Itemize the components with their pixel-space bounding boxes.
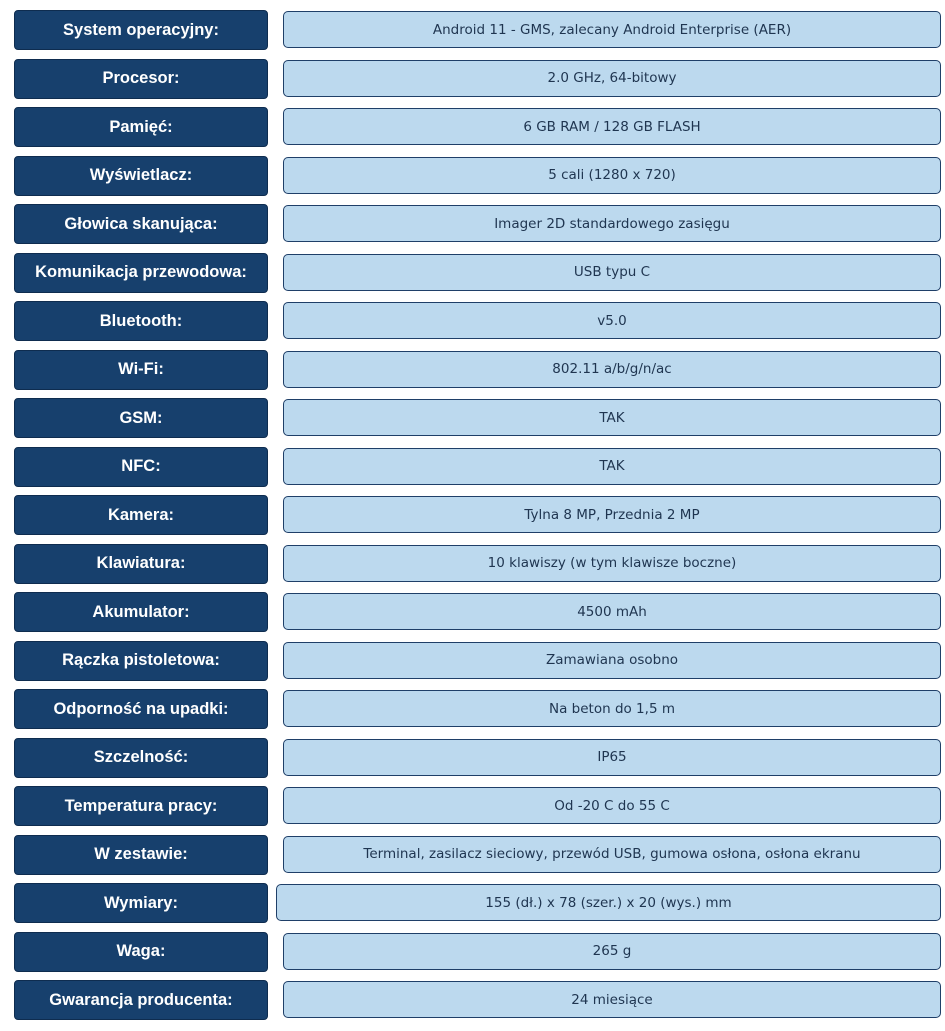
- spec-label: Głowica skanująca:: [14, 204, 268, 244]
- spec-value: Zamawiana osobno: [283, 642, 941, 679]
- spec-row-memory: [0, 107, 945, 147]
- spec-value: 155 (dł.) x 78 (szer.) x 20 (wys.) mm: [276, 884, 941, 921]
- spec-row-temperature: [0, 786, 945, 826]
- spec-value: Od -20 C do 55 C: [283, 787, 941, 824]
- spec-row-drop-resistance: [0, 689, 945, 729]
- spec-label: Komunikacja przewodowa:: [14, 253, 268, 293]
- spec-row-scanner: [0, 204, 945, 244]
- spec-value: 10 klawiszy (w tym klawisze boczne): [283, 545, 941, 582]
- spec-value: Tylna 8 MP, Przednia 2 MP: [283, 496, 941, 533]
- spec-value: 4500 mAh: [283, 593, 941, 630]
- spec-row-pistol-grip: [0, 641, 945, 681]
- spec-label: W zestawie:: [14, 835, 268, 875]
- spec-label: GSM:: [14, 398, 268, 438]
- spec-label: Klawiatura:: [14, 544, 268, 584]
- spec-value: USB typu C: [283, 254, 941, 291]
- spec-label: Temperatura pracy:: [14, 786, 268, 826]
- spec-value: TAK: [283, 448, 941, 485]
- spec-row-gsm: [0, 398, 945, 438]
- spec-value: 2.0 GHz, 64-bitowy: [283, 60, 941, 97]
- spec-value: Na beton do 1,5 m: [283, 690, 941, 727]
- spec-row-system: [0, 10, 945, 50]
- spec-row-package: [0, 835, 945, 875]
- spec-row-nfc: [0, 447, 945, 487]
- spec-value: Android 11 - GMS, zalecany Android Enterprise (AER): [283, 11, 941, 48]
- spec-row-battery: [0, 592, 945, 632]
- spec-value: 6 GB RAM / 128 GB FLASH: [283, 108, 941, 145]
- spec-label: Szczelność:: [14, 738, 268, 778]
- spec-value: 24 miesiące: [283, 981, 941, 1018]
- spec-label: Rączka pistoletowa:: [14, 641, 268, 681]
- spec-row-wired: [0, 253, 945, 293]
- spec-value: v5.0: [283, 302, 941, 339]
- spec-row-dimensions: [0, 883, 945, 923]
- spec-value: 802.11 a/b/g/n/ac: [283, 351, 941, 388]
- spec-label: Wi-Fi:: [14, 350, 268, 390]
- spec-row-warranty: [0, 980, 945, 1020]
- spec-value: 265 g: [283, 933, 941, 970]
- spec-label: Kamera:: [14, 495, 268, 535]
- spec-label: NFC:: [14, 447, 268, 487]
- spec-row-camera: [0, 495, 945, 535]
- spec-row-processor: [0, 59, 945, 99]
- spec-row-weight: [0, 932, 945, 972]
- spec-row-display: [0, 156, 945, 196]
- spec-label: Wymiary:: [14, 883, 268, 923]
- spec-label: Pamięć:: [14, 107, 268, 147]
- spec-label: Odporność na upadki:: [14, 689, 268, 729]
- spec-value: TAK: [283, 399, 941, 436]
- spec-label: Waga:: [14, 932, 268, 972]
- spec-row-wifi: [0, 350, 945, 390]
- spec-label: Procesor:: [14, 59, 268, 99]
- spec-label: Wyświetlacz:: [14, 156, 268, 196]
- spec-label: Akumulator:: [14, 592, 268, 632]
- spec-value: IP65: [283, 739, 941, 776]
- spec-label: Bluetooth:: [14, 301, 268, 341]
- spec-label: Gwarancja producenta:: [14, 980, 268, 1020]
- spec-row-sealing: [0, 738, 945, 778]
- spec-row-bluetooth: [0, 301, 945, 341]
- spec-label: System operacyjny:: [14, 10, 268, 50]
- spec-value: 5 cali (1280 x 720): [283, 157, 941, 194]
- spec-row-keyboard: [0, 544, 945, 584]
- spec-value: Terminal, zasilacz sieciowy, przewód USB, gumowa osłona, osłona ekranu: [283, 836, 941, 873]
- spec-value: Imager 2D standardowego zasięgu: [283, 205, 941, 242]
